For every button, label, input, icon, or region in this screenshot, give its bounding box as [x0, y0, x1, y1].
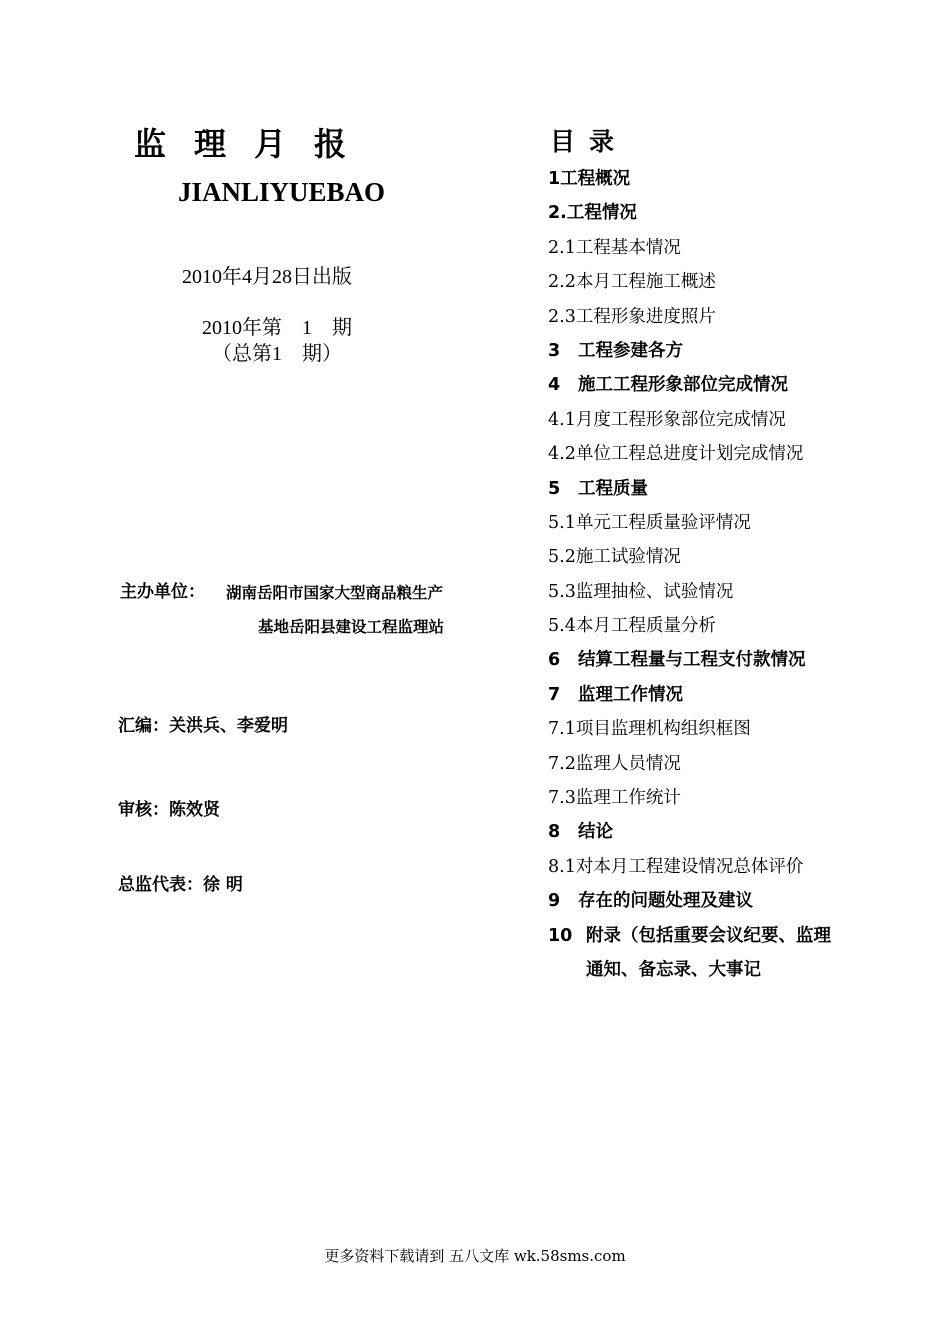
- toc-item-number: 5.4: [548, 616, 576, 637]
- toc-item-number: 4: [548, 375, 561, 396]
- toc-item-text: 工程基本情况: [575, 237, 681, 258]
- toc-item-text: 监理工作统计: [575, 788, 681, 809]
- toc-item: [548, 368, 908, 402]
- toc-item-text: 月度工程形象部位完成情况: [575, 409, 786, 430]
- publication-date: 2010年4月28日出版: [182, 266, 352, 288]
- toc-item-number: 7: [548, 684, 561, 705]
- toc-item: [548, 472, 908, 506]
- toc-item-text: 通知、备忘录、大事记: [586, 959, 761, 980]
- toc-item-number: 2.1: [548, 237, 576, 258]
- toc-item-text: 监理工作情况: [578, 684, 683, 705]
- reviewer-credit: 审核：陈效贤: [118, 800, 220, 820]
- toc-item-text: 对本月工程建设情况总体评价: [575, 856, 804, 877]
- toc-item-text: 单元工程质量验评情况: [575, 512, 751, 533]
- toc-item-number: 7.2: [548, 753, 576, 774]
- table-of-contents: [548, 162, 908, 987]
- toc-item-number: 5.2: [548, 547, 576, 568]
- toc-item: [548, 403, 908, 437]
- toc-item-number: 2.3: [548, 306, 576, 327]
- toc-item-text: 监理抽检、试验情况: [575, 581, 734, 602]
- toc-item: [548, 196, 908, 230]
- toc-item-text: 单位工程总进度计划完成情况: [575, 444, 804, 465]
- toc-item: [548, 265, 908, 299]
- toc-item-number: 8.1: [548, 856, 576, 877]
- toc-item-number: 5.1: [548, 512, 576, 533]
- toc-item: [548, 850, 908, 884]
- toc-item-text: 工程概况: [560, 169, 631, 189]
- toc-item: [548, 506, 908, 540]
- sponsor-name-line2: 基地岳阳县建设工程监理站: [258, 618, 445, 636]
- toc-item-number: 6: [548, 650, 561, 671]
- toc-item: [548, 609, 908, 643]
- sponsor-name-line1: 湖南岳阳市国家大型商品粮生产: [226, 584, 444, 602]
- toc-item-text: 工程情况: [566, 203, 637, 224]
- toc-item-number: 7.1: [548, 719, 576, 740]
- toc-item-number: 7.3: [548, 788, 576, 809]
- toc-item: [548, 781, 908, 815]
- toc-item-number: 4.1: [548, 409, 576, 430]
- toc-item: [548, 643, 908, 677]
- issue-number: 2010年第 1 期: [202, 317, 352, 339]
- toc-item-number: 8: [548, 822, 561, 843]
- toc-title: 目录: [550, 127, 629, 156]
- toc-item: [548, 747, 908, 781]
- toc-item-number: 2.2: [548, 272, 576, 293]
- toc-item-text: 存在的问题处理及建议: [578, 891, 753, 912]
- toc-item: [548, 300, 908, 334]
- toc-item-text: 项目监理机构组织框图: [575, 719, 751, 740]
- chief-supervisor-credit: 总监代表：徐 明: [118, 875, 243, 895]
- toc-item: [548, 575, 908, 609]
- toc-item: [548, 953, 908, 987]
- toc-item-text: 工程形象进度照片: [575, 306, 716, 327]
- toc-item-text: 监理人员情况: [575, 753, 681, 774]
- toc-item: [548, 540, 908, 574]
- toc-item: [548, 815, 908, 849]
- editor-credit: 汇编：关洪兵、李爱明: [118, 716, 288, 736]
- toc-item-number: 5.3: [548, 581, 576, 602]
- toc-item-text: 附录（包括重要会议纪要、监理: [586, 925, 831, 946]
- toc-item-number: 5: [548, 478, 561, 499]
- toc-item: [548, 884, 908, 918]
- toc-item-text: 施工试验情况: [575, 547, 681, 568]
- toc-item-number: 10: [548, 925, 573, 946]
- sponsor-label: 主办单位：: [120, 582, 205, 602]
- issue-total: （总第1 期）: [212, 343, 342, 365]
- toc-item-text: 工程质量: [578, 478, 648, 499]
- toc-item: [548, 162, 908, 196]
- toc-item: [548, 712, 908, 746]
- toc-item: [548, 231, 908, 265]
- toc-item-number: 3: [548, 340, 561, 361]
- toc-item-number: 2.: [548, 203, 567, 224]
- toc-item-text: 结论: [578, 822, 613, 843]
- toc-item: [548, 437, 908, 471]
- toc-item-text: 工程参建各方: [578, 340, 683, 361]
- toc-item-number: 9: [548, 891, 561, 912]
- toc-item-number: 1: [548, 169, 561, 189]
- toc-item-text: 本月工程施工概述: [575, 272, 716, 293]
- report-title: 监理月报: [134, 125, 375, 163]
- toc-item: [548, 334, 908, 368]
- toc-item-number: 4.2: [548, 444, 576, 465]
- toc-item-text: 施工工程形象部位完成情况: [578, 375, 788, 396]
- toc-item: [548, 919, 908, 953]
- footer-note: 更多资料下载请到 五八文库 wk.58sms.com: [324, 1247, 626, 1265]
- toc-item-text: 结算工程量与工程支付款情况: [578, 650, 806, 671]
- toc-item-text: 本月工程质量分析: [575, 616, 716, 637]
- toc-item: [548, 678, 908, 712]
- report-subtitle-en: JIANLIYUEBAO: [178, 177, 386, 207]
